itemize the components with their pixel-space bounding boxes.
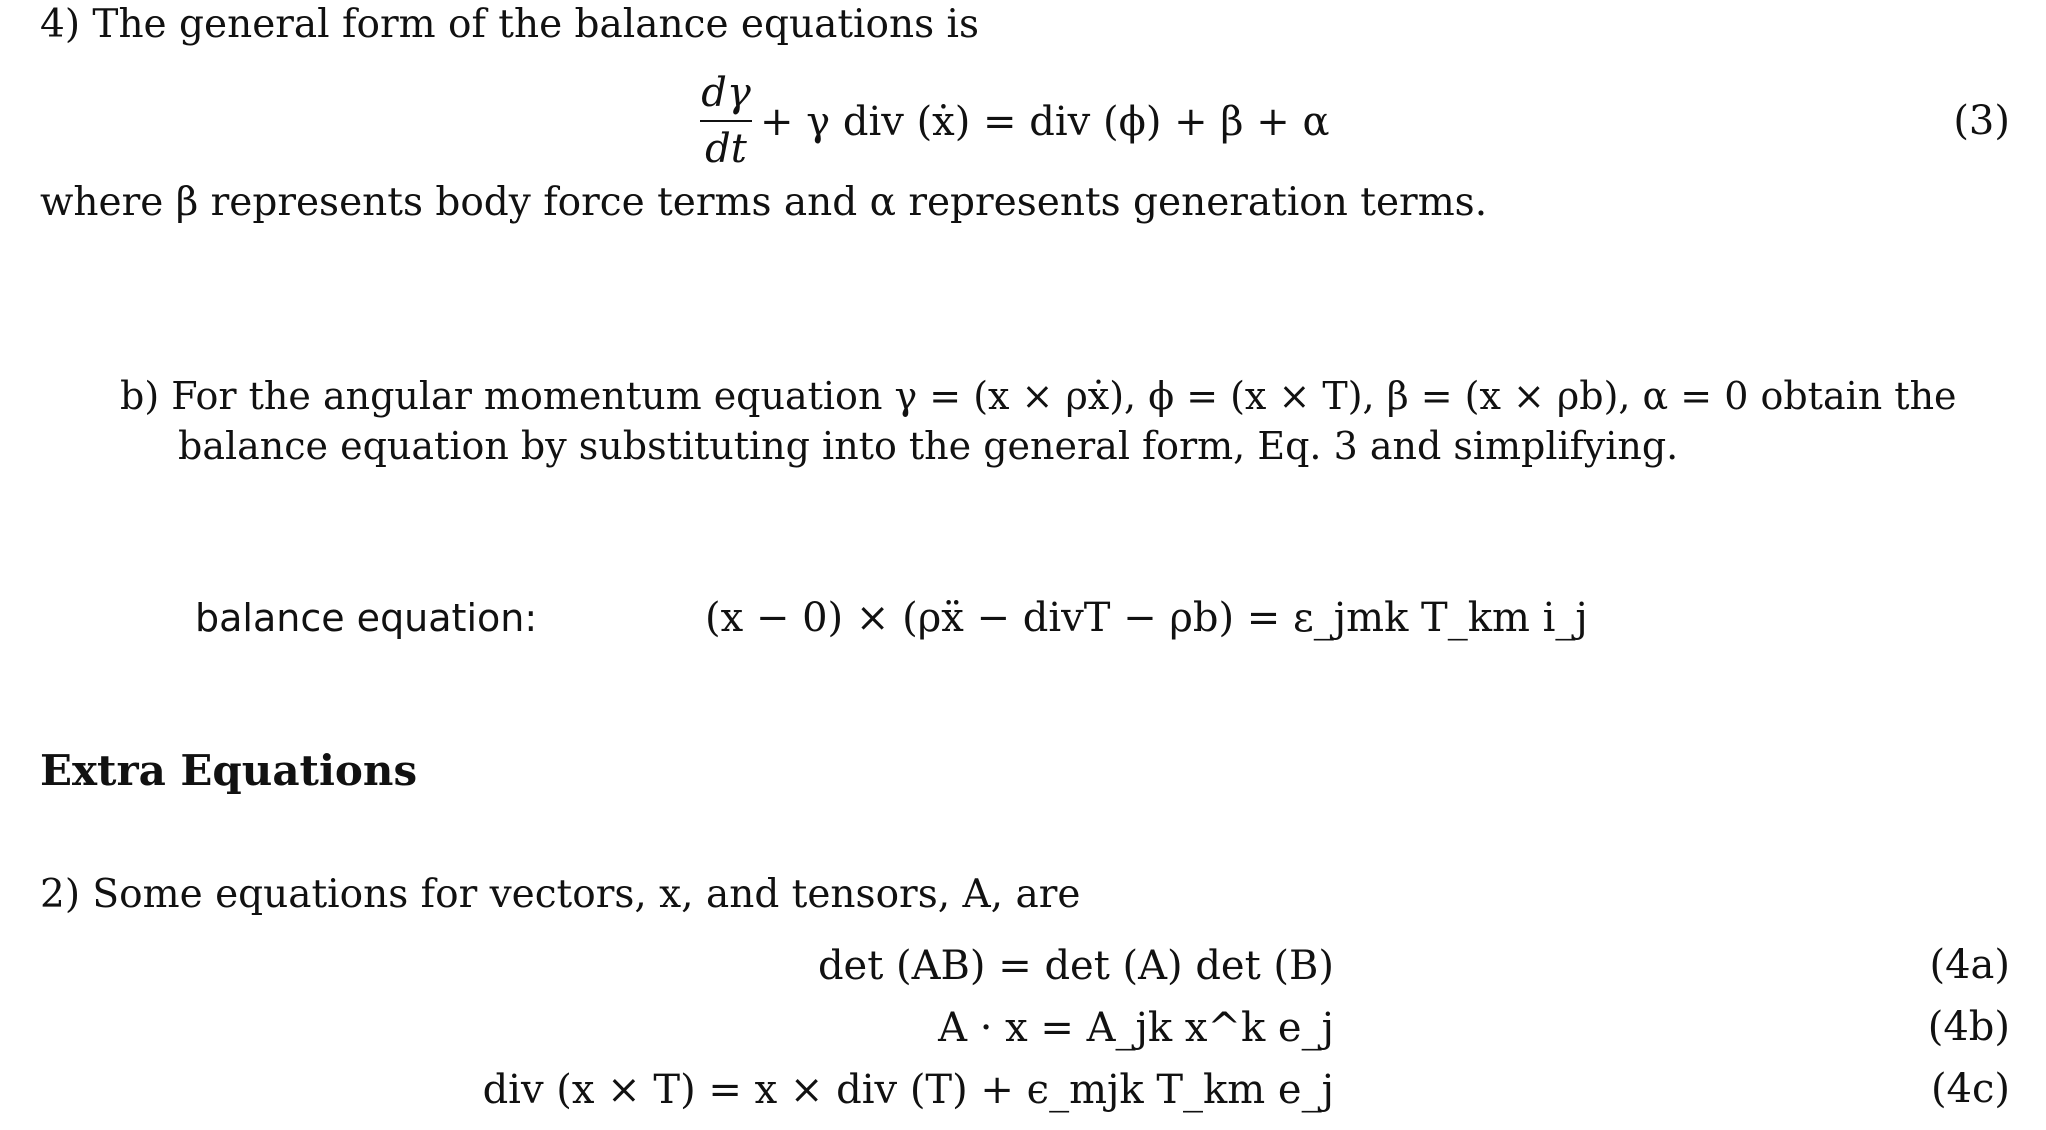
- eq4b-number: (4b): [1927, 1004, 2010, 1050]
- eq3-denominator: dt: [705, 126, 747, 172]
- eq4b: A · x = A_jk x^k e_j: [938, 1005, 1334, 1051]
- answer-equation: (x − 0) × (ρẍ − divT − ρb) = ε_jmk T_km i_j: [705, 595, 1588, 641]
- eq3-rhs: + γ div (ẋ) = div (ϕ) + β + α: [760, 99, 1330, 145]
- part-b-line1: b) For the angular momentum equation γ = (x × ρẋ), ϕ = (x × T), β = (x × ρb), α = 0 obtain the: [120, 374, 1957, 418]
- eq3-numerator: dγ: [701, 70, 751, 116]
- eq4c: div (x × T) = x × div (T) + ϵ_mjk T_km e_j: [482, 1067, 1334, 1113]
- part-b-line2: balance equation by substituting into the general form, Eq. 3 and simplifying.: [178, 424, 1679, 468]
- answer-label: balance equation:: [195, 596, 538, 640]
- eq3-number: (3): [1953, 98, 2010, 144]
- extra-intro: 2) Some equations for vectors, x, and tensors, A, are: [40, 872, 1081, 917]
- eq4a-number: (4a): [1929, 942, 2010, 988]
- section-heading: Extra Equations: [40, 746, 418, 795]
- fraction-bar: [700, 120, 752, 122]
- where-clause: where β represents body force terms and α represents generation terms.: [40, 180, 1488, 225]
- problem-4-intro: 4) The general form of the balance equations is: [40, 2, 979, 47]
- eq3-fraction: [700, 70, 752, 172]
- eq4a: det (AB) = det (A) det (B): [817, 943, 1334, 989]
- eq4c-number: (4c): [1930, 1066, 2010, 1112]
